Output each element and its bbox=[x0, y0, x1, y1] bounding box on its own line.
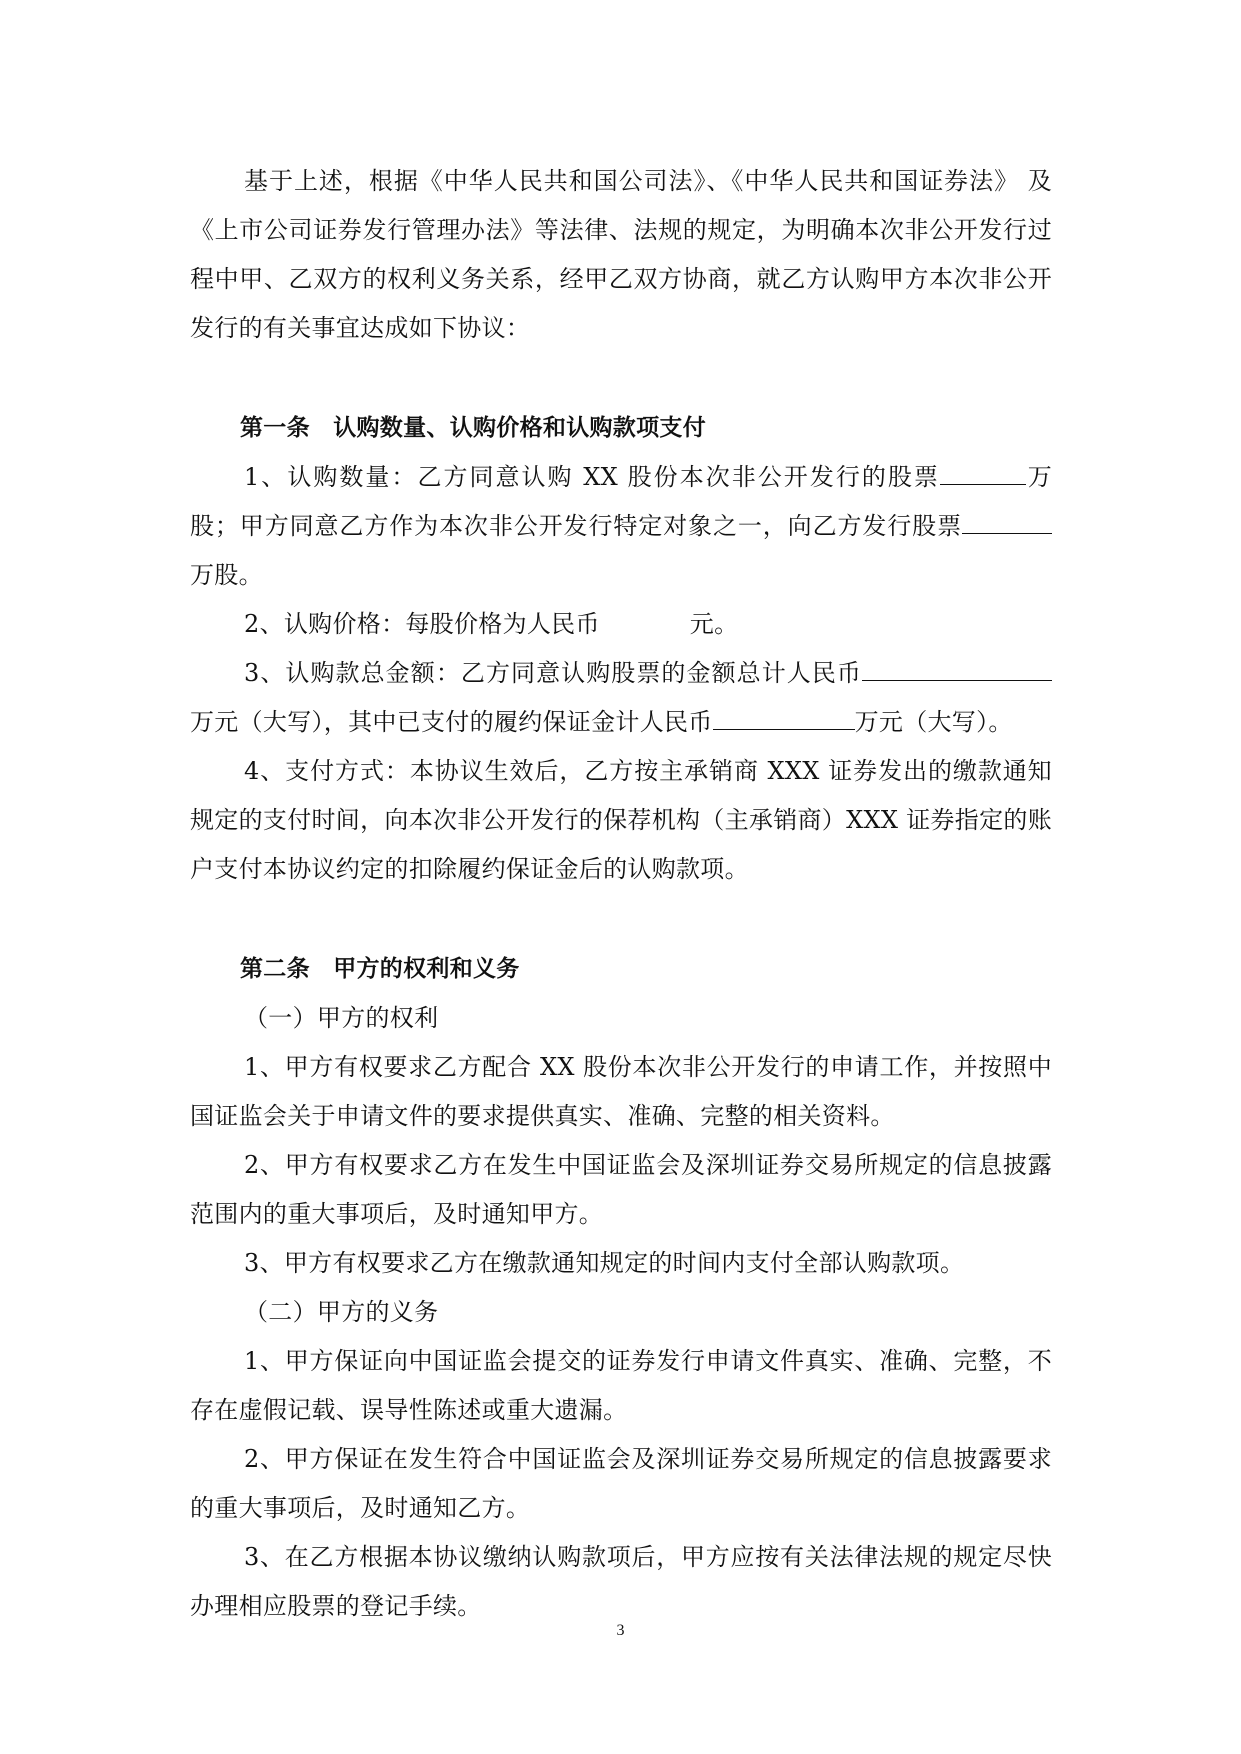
rights-item: 1、甲方有权要求乙方配合 XX 股份本次非公开发行的申请工作，并按照中国证监会关于申请文件的要求提供真实、准确、完整的相关资料。 bbox=[190, 1053, 1052, 1130]
page-number: 3 bbox=[616, 1622, 625, 1639]
article1-item3 bbox=[190, 649, 1052, 747]
item1-text-c: 万股。 bbox=[190, 561, 263, 589]
item1-text-b: 万股；甲方同意乙方作为本次非公开发行特定对象之一，向乙方发行股票 bbox=[190, 463, 1052, 540]
intro-paragraph: 基于上述，根据《中华人民共和国公司法》、《中华人民共和国证券法》 及《上市公司证券发行管理办法》等法律、法规的规定，为明确本次非公开发行过程中甲、乙双方的权利义务关系，经甲乙双方协商，就乙方认购甲方本次非公开发行的有关事宜达成如下协议： bbox=[190, 167, 1052, 342]
item3-text-a: 3、认购款总金额：乙方同意认购股票的金额总计人民币 bbox=[244, 659, 862, 687]
blank-shares-issued bbox=[962, 507, 1052, 534]
article1-item4: 4、支付方式：本协议生效后，乙方按主承销商 XXX 证券发出的缴款通知规定的支付时间，向本次非公开发行的保荐机构（主承销商）XXX 证券指定的账户支付本协议约定的扣除履约保证金后的认购款项。 bbox=[190, 757, 1052, 883]
blank-total-amount bbox=[862, 654, 1052, 681]
rights-item: 2、甲方有权要求乙方在发生中国证监会及深圳证券交易所规定的信息披露范围内的重大事项后，及时通知甲方。 bbox=[190, 1151, 1052, 1228]
rights-item: 3、甲方有权要求乙方在缴款通知规定的时间内支付全部认购款项。 bbox=[244, 1249, 965, 1277]
blank-shares-subscribed bbox=[940, 458, 1026, 485]
article2-heading: 第二条 甲方的权利和义务 bbox=[240, 956, 520, 982]
article1-heading: 第一条 认购数量、认购价格和认购款项支付 bbox=[240, 415, 706, 441]
article1-item2 bbox=[190, 600, 1052, 649]
duties-item: 3、在乙方根据本协议缴纳认购款项后，甲方应按有关法律法规的规定尽快办理相应股票的登记手续。 bbox=[190, 1543, 1052, 1620]
rights-subheading: （一）甲方的权利 bbox=[244, 1004, 439, 1032]
document-body bbox=[190, 157, 1052, 1631]
section-gap bbox=[190, 894, 1052, 945]
item2-text-b: 元。 bbox=[689, 610, 739, 638]
section-gap bbox=[190, 353, 1052, 404]
item3-text-c: 万元（大写）。 bbox=[854, 708, 1013, 736]
item1-text-a: 1、认购数量：乙方同意认购 XX 股份本次非公开发行的股票 bbox=[244, 463, 940, 491]
blank-deposit-amount bbox=[713, 703, 855, 730]
duties-item: 2、甲方保证在发生符合中国证监会及深圳证券交易所规定的信息披露要求的重大事项后，及时通知乙方。 bbox=[190, 1445, 1052, 1522]
duties-subheading: （二）甲方的义务 bbox=[244, 1298, 439, 1326]
item2-text-a: 2、认购价格：每股价格为人民币 bbox=[244, 610, 600, 638]
duties-item: 1、甲方保证向中国证监会提交的证券发行申请文件真实、准确、完整，不存在虚假记载、误导性陈述或重大遗漏。 bbox=[190, 1347, 1052, 1424]
item3-text-b: 万元（大写），其中已支付的履约保证金计人民币 bbox=[190, 708, 713, 736]
article1-item1 bbox=[190, 453, 1052, 600]
